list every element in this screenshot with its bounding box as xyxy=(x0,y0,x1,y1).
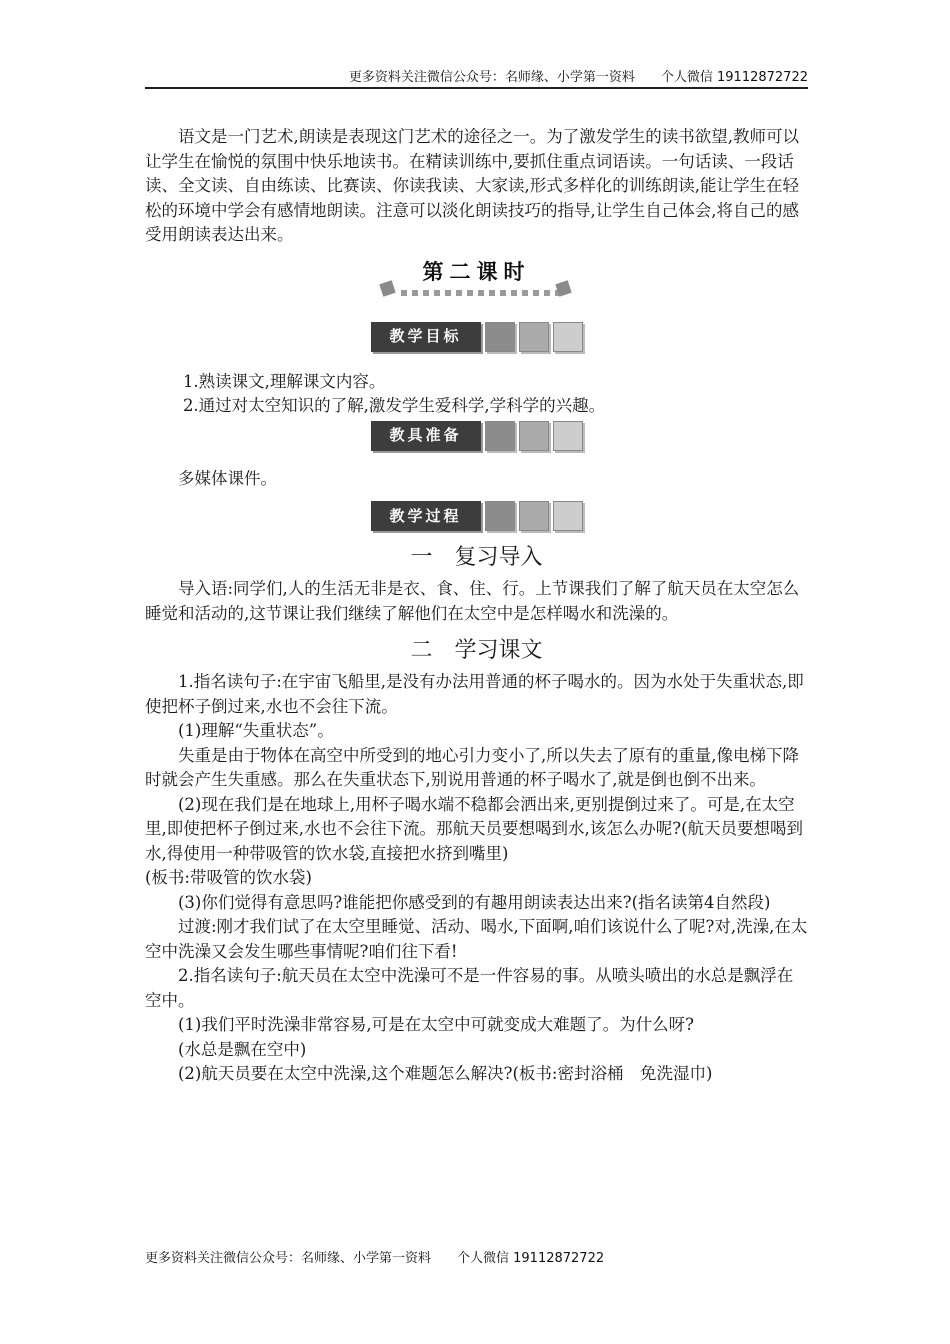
process-banner-label: 教学过程 xyxy=(371,501,481,531)
tools-banner xyxy=(145,419,808,453)
banner-square xyxy=(519,501,549,531)
study-paragraph: (水总是飘在空中) xyxy=(178,1039,307,1059)
banner-square xyxy=(553,501,583,531)
section-heading-review: 一 复习导入 xyxy=(410,545,543,570)
goals-banner-label: 教学目标 xyxy=(371,322,481,352)
study-paragraph: (1)理解“失重状态”。 xyxy=(178,721,334,740)
goal-item: 1.熟读课文,理解课文内容。 xyxy=(182,371,386,391)
banner-square xyxy=(485,322,515,352)
goals-banner xyxy=(145,320,808,354)
banner-square xyxy=(553,421,583,451)
lesson-title-block xyxy=(145,252,808,316)
page-footer: 更多资料关注微信公众号：名师缘、小学第一资料 个人微信 19112872722 xyxy=(145,1251,605,1266)
banner-square xyxy=(485,501,515,531)
title-dot-divider xyxy=(401,290,561,296)
study-paragraph: (2)现在我们是在地球上,用杯子喝水端不稳都会洒出来,更别提倒过来了。可是,在太空里,即使把杯子倒过来,水也不会往下流。那航天员要想喝到水,该怎么办呢?(航天员要想喝到水,得使用一种带吸管的饮水袋,直接把水挤到嘴里) xyxy=(145,794,804,863)
review-paragraph: 导入语:同学们,人的生活无非是衣、食、住、行。上节课我们了解了航天员在太空怎么睡觉和活动的,这节课让我们继续了解他们在太空中是怎样喝水和洗澡的。 xyxy=(145,579,800,623)
banner-square xyxy=(553,322,583,352)
header-rule xyxy=(145,87,808,89)
process-banner xyxy=(145,499,808,533)
lesson-title: 第二课时 xyxy=(422,259,531,284)
study-paragraph: 1.指名读句子:在宇宙飞船里,是没有办法用普通的杯子喝水的。因为水处于失重状态,即使把杯子倒过来,水也不会往下流。 xyxy=(145,672,804,716)
banner-square xyxy=(519,421,549,451)
study-paragraph: 2.指名读句子:航天员在太空中洗澡可不是一件容易的事。从喷头喷出的水总是飘浮在空中。 xyxy=(145,966,794,1010)
study-paragraph: 过渡:刚才我们试了在太空里睡觉、活动、喝水,下面啊,咱们该说什么了呢?对,洗澡,在太空中洗澡又会发生哪些事情呢?咱们往下看! xyxy=(145,917,808,961)
banner-square xyxy=(519,322,549,352)
section-heading-study: 二 学习课文 xyxy=(410,638,543,663)
document-body xyxy=(145,125,808,1087)
study-paragraph: 失重是由于物体在高空中所受到的地心引力变小了,所以失去了原有的重量,像电梯下降时就会产生失重感。那么在失重状态下,别说用普通的杯子喝水了,就是倒也倒不出来。 xyxy=(145,745,799,789)
study-paragraph: (板书:带吸管的饮水袋) xyxy=(145,868,312,887)
study-paragraph: (1)我们平时洗澡非常容易,可是在太空中可就变成大难题了。为什么呀? xyxy=(178,1015,694,1034)
goal-item: 2.通过对太空知识的了解,激发学生爱科学,学科学的兴趣。 xyxy=(182,396,606,415)
study-paragraph: (2)航天员要在太空中洗澡,这个难题怎么解决?(板书:密封浴桶 免洗湿巾) xyxy=(178,1064,713,1083)
tools-banner-label: 教具准备 xyxy=(371,421,481,451)
study-paragraph: (3)你们觉得有意思吗?谁能把你感受到的有趣用朗读表达出来?(指名读第4自然段) xyxy=(178,892,771,912)
tools-text: 多媒体课件。 xyxy=(178,468,277,488)
banner-square xyxy=(485,421,515,451)
intro-paragraph: 语文是一门艺术,朗读是表现这门艺术的途径之一。为了激发学生的读书欲望,教师可以让学生在愉悦的氛围中快乐地读书。在精读训练中,要抓住重点词语读。一句话读、一段话读、全文读、自由练读、比赛读、你读我读、大家读,形式多样化的训练朗读,能让学生在轻松的环境中学会有感情地朗读。注意可以淡化朗读技巧的指导,让学生自己体会,将自己的感受用朗读表达出来。 xyxy=(145,127,799,244)
page-header: 更多资料关注微信公众号：名师缘、小学第一资料 个人微信 19112872722 xyxy=(348,70,808,85)
